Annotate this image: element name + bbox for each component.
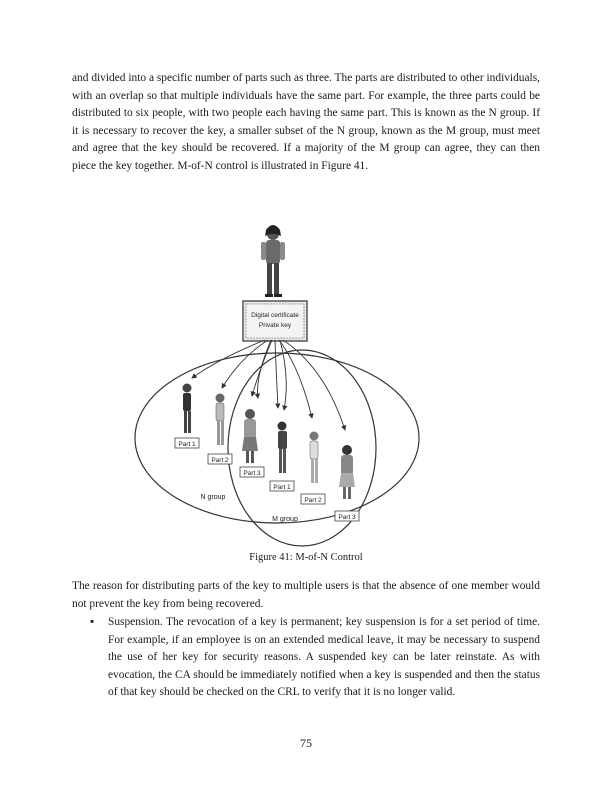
digital-certificate [243,301,307,341]
person-3 [242,409,258,463]
bullet-term: Suspension. [108,616,163,628]
person-2 [216,394,225,446]
bullet-body: The revocation of a key is permanent; key suspension is for a set period of time. For example, if an employee is on an extended medical leave, it may be necessary to suspend the use of her key for security reasons. A suspended key can be later reinstate. As with evocation, the CA should be immediately notified when a key is suspended and then the status of that key should be checked on the CRL to verify that it is no longer valid. [108,616,540,699]
part-label-5: Part 2 [304,497,322,504]
figure-caption: Figure 41: M-of-N Control [249,552,363,563]
bullet-text [108,614,540,702]
m-of-n-figure [130,218,450,548]
person-5 [310,432,319,484]
reason-paragraph: The reason for distributing parts of the key to multiple users is that the absence of one member would not prevent the key from being recovered. [72,580,540,610]
intro-paragraph: and divided into a specific number of parts such as three. The parts are distributed to other individuals, with an overlap so that multiple individuals have the same part. For example, the three parts could be distributed to six people, with two people each having the same part. This is known as the N group. If it is necessary to recover the key, a smaller subset of the N group, known as the M group, must meet and agree that the key should be recovered. If a majority of the M group can agree, they can then piece the key together. M-of-N control is illustrated in Figure 41. [72,72,540,172]
page-number: 75 [300,736,312,750]
part-label-4: Part 1 [273,484,291,491]
part-label-2: Part 2 [211,457,229,464]
person-6 [339,445,355,499]
part-label-1: Part 1 [178,441,196,448]
m-group-label: M group [272,516,298,523]
person-4 [278,422,288,474]
person-1 [183,384,192,434]
part-label-6: Part 3 [338,514,356,521]
bullet-marker: ▪ [90,616,95,628]
certificate-title: Digital certificate [251,312,299,319]
key-owner-figure [261,225,285,297]
part-label-3: Part 3 [243,470,261,477]
private-key-label: Private key [258,322,292,329]
n-group-label: N group [200,494,226,501]
